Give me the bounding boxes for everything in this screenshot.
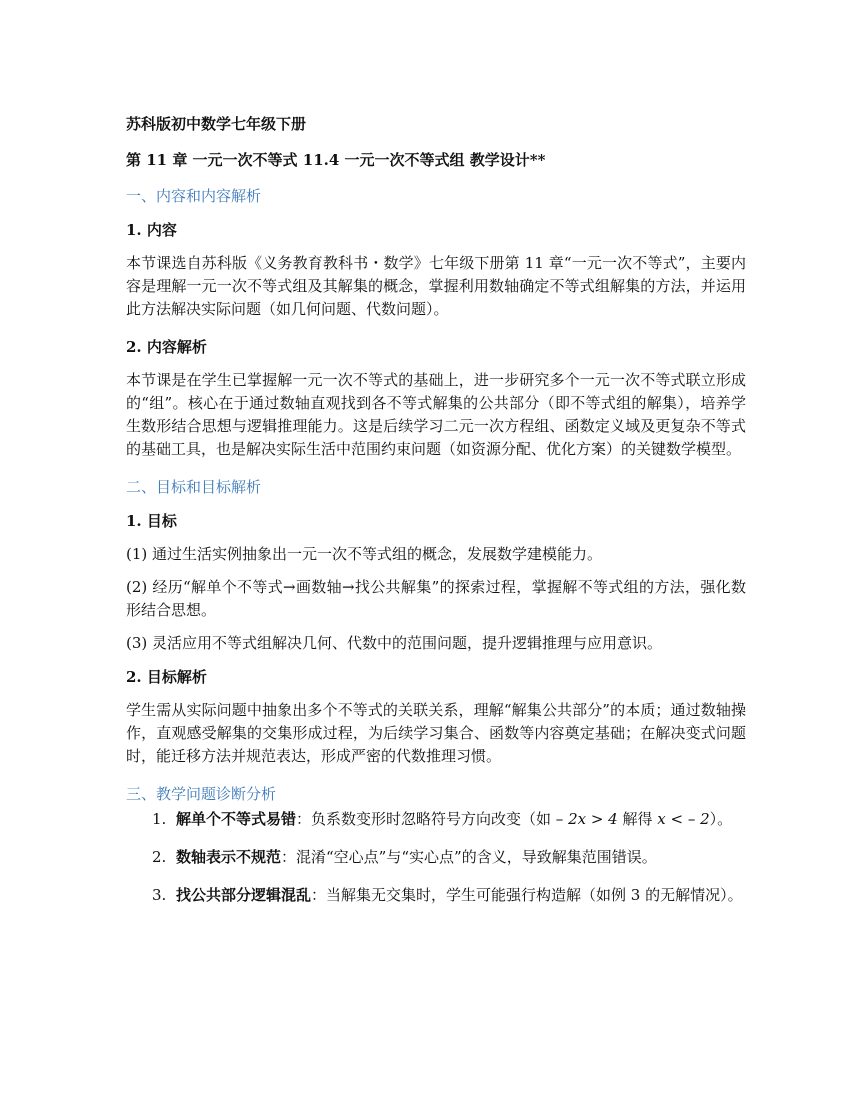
list-item-text: ：负系数变形时忽略符号方向改变（如 [296,810,552,828]
document-title: 苏科版初中数学七年级下册 [126,115,307,133]
list-item-number: 1. [152,810,167,828]
section-heading-goals: 二、目标和目标解析 [126,478,262,496]
list-item-lead: 解单个不等式易错 [176,810,297,828]
goal-item-1: (1) 通过生活实例抽象出一元一次不等式组的概念，发展数学建模能力。 [126,545,603,563]
paragraph-content: 本节课选自苏科版《义务教育教科书・数学》七年级下册第 11 章“一元一次不等式”，主要内容是理解一元一次不等式组及其解集的概念，掌握利用数轴确定不等式组解集的方法，并运用此方法解决实际问题（如几何问题、代数问题）。 [126,254,746,318]
paragraph-content-analysis: 本节课是在学生已掌握解一元一次不等式的基础上，进一步研究多个一元一次不等式联立形成的“组”。核心在于通过数轴直观找到各不等式解集的公共部分（即不等式组的解集），培养学生数形结合思想与逻辑推理能力。这是后续学习二元一次方程组、函数定义域及更复杂不等式的基础工具，也是解决实际生活中范围约束问题（如资源分配、优化方案）的关键数学模型。 [126,371,746,458]
document-subtitle: 第 11 章 一元一次不等式 11.4 一元一次不等式组 教学设计** [126,151,546,169]
subheading-content-analysis: 2. 内容解析 [126,338,207,356]
math-expression: x < – 2 [652,810,710,828]
section-heading-diagnosis: 三、教学问题诊断分析 [126,785,277,803]
diagnosis-list [126,808,746,907]
list-item-text: ：混淆“空心点”与“实心点”的含义，导致解集范围错误。 [281,848,657,866]
subheading-goal-analysis: 2. 目标解析 [126,668,207,686]
list-item-lead: 数轴表示不规范 [176,848,282,866]
paragraph-goal-analysis: 学生需从实际问题中抽象出多个不等式的关联关系，理解“解集公共部分”的本质；通过数轴操作，直观感受解集的交集形成过程，为后续学习集合、函数等内容奠定基础；在解决变式问题时，能迁移方法并规范表达，形成严密的代数推理习惯。 [126,701,746,765]
math-expression: – 2x > 4 [551,810,623,828]
list-item-number: 2. [152,848,167,866]
goal-item-2: (2) 经历“解单个不等式→画数轴→找公共解集”的探索过程，掌握解不等式组的方法，强化数形结合思想。 [126,578,746,619]
goal-item-3: (3) 灵活应用不等式组解决几何、代数中的范围问题，提升逻辑推理与应用意识。 [126,634,663,652]
list-item-text: ）。 [709,810,733,828]
subheading-content: 1. 内容 [126,221,177,239]
subheading-goals: 1. 目标 [126,512,177,530]
document-page [126,112,746,922]
list-item-text: 解得 [622,810,653,828]
list-item-text: ：当解集无交集时，学生可能强行构造解（如例 3 的无解情况）。 [311,886,743,904]
list-item-lead: 找公共部分逻辑混乱 [176,886,312,904]
list-item [126,846,746,869]
list-item-number: 3. [152,886,167,904]
section-heading-content: 一、内容和内容解析 [126,187,262,205]
list-item [126,884,746,907]
list-item [126,808,746,831]
